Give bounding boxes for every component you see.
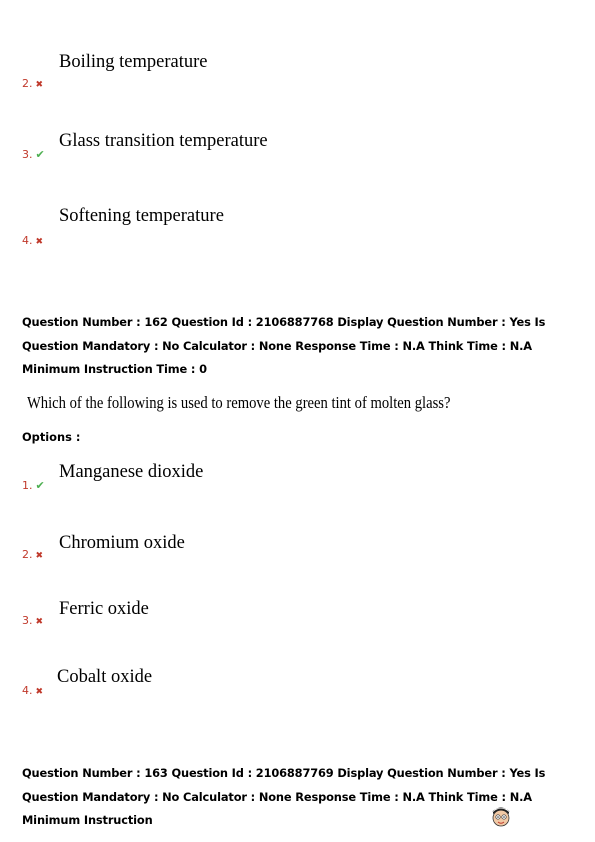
option-number: 4. ✖ (22, 234, 44, 247)
mascot-icon (489, 803, 513, 831)
question-meta: Question Number : 162 Question Id : 2106887768 Display Question Number : Yes Is Question Mandatory : No Calculator : None Response Time : N.A Think Time : N.A Minimum Instruction Time : 0 (22, 315, 546, 376)
option-text: Cobalt oxide (57, 667, 153, 687)
option-text: Chromium oxide (59, 533, 185, 553)
cross-icon: ✖ (35, 80, 44, 90)
option-text: Manganese dioxide (59, 462, 204, 482)
cross-icon: ✖ (35, 617, 44, 627)
option-number: 2. ✖ (22, 548, 44, 561)
option-number: 4. ✖ (22, 684, 44, 697)
check-icon: ✔ (35, 148, 45, 161)
option-number: 2. ✖ (22, 77, 44, 90)
option-number: 1. ✔ (22, 479, 45, 492)
check-icon: ✔ (35, 479, 45, 492)
option-number: 3. ✔ (22, 148, 45, 161)
cross-icon: ✖ (35, 237, 44, 247)
options-label: Options : (22, 430, 81, 444)
question-text: Which of the following is used to remove the green tint of molten glass? (27, 393, 451, 412)
option-text: Boiling temperature (59, 52, 208, 72)
cross-icon: ✖ (35, 551, 44, 561)
option-text: Glass transition temperature (59, 131, 268, 151)
collegedunia-logo (489, 801, 593, 835)
option-text: Ferric oxide (59, 599, 149, 619)
cross-icon: ✖ (35, 687, 44, 697)
option-number: 3. ✖ (22, 614, 44, 627)
option-text: Softening temperature (59, 206, 224, 226)
question-meta: Question Number : 163 Question Id : 2106887769 Display Question Number : Yes Is Question Mandatory : No Calculator : None Response Time : N.A Think Time : N.A Minimum Instruction (22, 766, 546, 827)
